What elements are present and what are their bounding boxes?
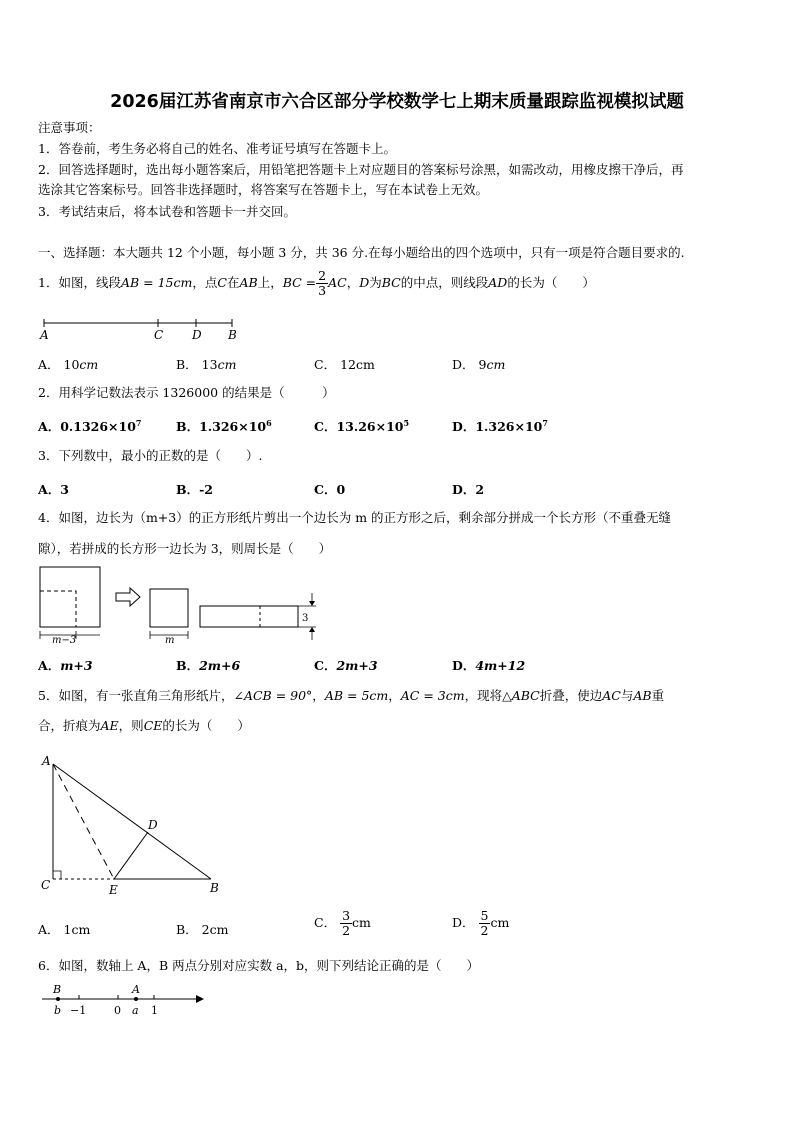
q2-stem: 2．用科学记数法表示 1326000 的结果是（ ） [38, 385, 335, 400]
q4-option-c[interactable]: C．2m+3 [314, 658, 378, 673]
q6-label-0: 0 [114, 1004, 121, 1017]
q1-math-ab: AB = 15cm [120, 275, 193, 290]
q6-label-b-upper: B [53, 983, 62, 996]
q5-option-c[interactable]: C． $\frac{3}{2}$ cm [314, 908, 371, 938]
q5-option-b[interactable]: B． 2cm [176, 922, 229, 937]
q4-figure [36, 563, 326, 648]
notice-heading: 注意事项： [38, 120, 101, 135]
q1-fraction: $\frac{2}{3}$ [318, 268, 327, 298]
q5-label-a: A [42, 754, 51, 768]
q6-label-a-upper: A [132, 983, 140, 996]
q2-option-a[interactable]: A．$0.1326\times 10^7$ [38, 418, 142, 434]
q1-text: ， [346, 275, 360, 290]
q1-math-ab2: AB [239, 275, 258, 290]
q1-math-ac: AC [328, 275, 347, 290]
arrow-right-icon [116, 588, 140, 606]
q3-option-a[interactable]: A．3 [38, 482, 69, 497]
q2-option-b[interactable]: B．$1.326\times 10^6$ [176, 418, 272, 434]
q6-label-neg1: −1 [70, 1004, 87, 1017]
q2-option-d[interactable]: D．$1.326\times 10^7$ [452, 418, 548, 434]
point-b [56, 997, 60, 1001]
q4-stem-line2: 隙），若拼成的长方形一边长为 3，则周长是（ ） [38, 541, 332, 556]
q1-math-bc2: BC [381, 275, 401, 290]
q1-option-c[interactable]: C． 12cm [314, 357, 375, 372]
q5-label-e: E [109, 883, 118, 897]
q1-segment-figure [36, 318, 246, 346]
q4-option-a[interactable]: A．m+3 [38, 658, 93, 673]
q5-label-d: D [148, 818, 158, 832]
q5-label-c: C [41, 878, 51, 892]
q1-text: ，点 [192, 275, 218, 290]
q1-text: 的长为（ ） [507, 275, 595, 290]
arrow-right-icon [196, 995, 204, 1003]
q6-label-a-lower: a [132, 1004, 139, 1017]
q5-triangle-figure [36, 750, 236, 900]
q5-option-a[interactable]: A． 1cm [38, 922, 91, 937]
q3-option-c[interactable]: C．0 [314, 482, 346, 497]
point-a [134, 997, 138, 1001]
q5-stem-line1: 5．如图，有一张直角三角形纸片，∠ACB = 90°，AB = 5cm，AC = 3cm，现将△ABC折叠，使边AC与AB重 [38, 688, 665, 703]
q1-label-a: A [40, 328, 49, 342]
q4-label-m-minus-3: m−3 [52, 635, 77, 646]
q4-label-m: m [165, 635, 175, 646]
q1-math-c: C [217, 275, 227, 290]
notice-item-3: 3．考试结束后，将本试卷和答题卡一并交回。 [38, 204, 296, 219]
q4-option-b[interactable]: B．2m+6 [176, 658, 241, 673]
q4-stem-line1: 4．如图，边长为（m+3）的正方形纸片剪出一个边长为 m 的正方形之后，剩余部分拼成一个长方形（不重叠无缝 [38, 510, 672, 525]
q1-label-b: B [228, 328, 237, 342]
q1-math-bc: BC = [282, 275, 317, 290]
q1-stem [38, 268, 595, 298]
q1-text: 在 [226, 275, 240, 290]
q1-option-d[interactable]: D． 9cm [452, 357, 506, 372]
q1-label-d: D [192, 328, 202, 342]
q1-text: 1．如图，线段 [38, 275, 121, 290]
q6-label-1: 1 [151, 1004, 158, 1017]
q6-number-line [36, 982, 211, 1022]
notice-item-1: 1．答卷前，考生务必将自己的姓名、准考证号填写在答题卡上。 [38, 141, 396, 156]
page-title: 2026届江苏省南京市六合区部分学校数学七上期末质量跟踪监视模拟试题 [110, 92, 684, 112]
q4-option-d[interactable]: D．4m+12 [452, 658, 526, 673]
q1-label-c: C [154, 328, 164, 342]
q5-stem-line2: 合，折痕为AE，则CE的长为（ ） [38, 718, 250, 733]
q2-option-c[interactable]: C．$13.26\times 10^5$ [314, 418, 410, 434]
q5-option-d[interactable]: D． $\frac{5}{2}$ cm [452, 908, 510, 938]
q3-stem: 3．下列数中，最小的正数的是（ ）. [38, 448, 263, 463]
q1-text: 为 [369, 275, 382, 290]
q1-text: 上， [257, 275, 283, 290]
q4-label-3: 3 [302, 613, 309, 624]
section-heading: 一、选择题：本大题共 12 个小题，每小题 3 分，共 36 分.在每小题给出的四个选项中，只有一项是符合题目要求的. [38, 245, 685, 260]
q1-option-b[interactable]: B． 13cm [176, 357, 237, 372]
notice-item-2-cont: 选涂其它答案标号。回答非选择题时，将答案写在答题卡上，写在本试卷上无效。 [38, 182, 489, 197]
q6-label-b-lower: b [54, 1004, 62, 1017]
q1-math-d: D [359, 275, 370, 290]
notice-item-2: 2．回答选择题时，选出每小题答案后，用铅笔把答题卡上对应题目的答案标号涂黑，如需改动，用橡皮擦干净后，再 [38, 162, 684, 177]
q1-option-a[interactable]: A． 10cm [38, 357, 99, 372]
q5-label-b: B [210, 881, 219, 895]
q3-option-b[interactable]: B．-2 [176, 482, 213, 497]
q6-stem: 6．如图，数轴上 A，B 两点分别对应实数 a，b，则下列结论正确的是（ ） [38, 958, 480, 973]
q1-text: 的中点，则线段 [400, 275, 489, 290]
q3-option-d[interactable]: D．2 [452, 482, 485, 497]
q1-math-ad: AD [488, 275, 508, 290]
